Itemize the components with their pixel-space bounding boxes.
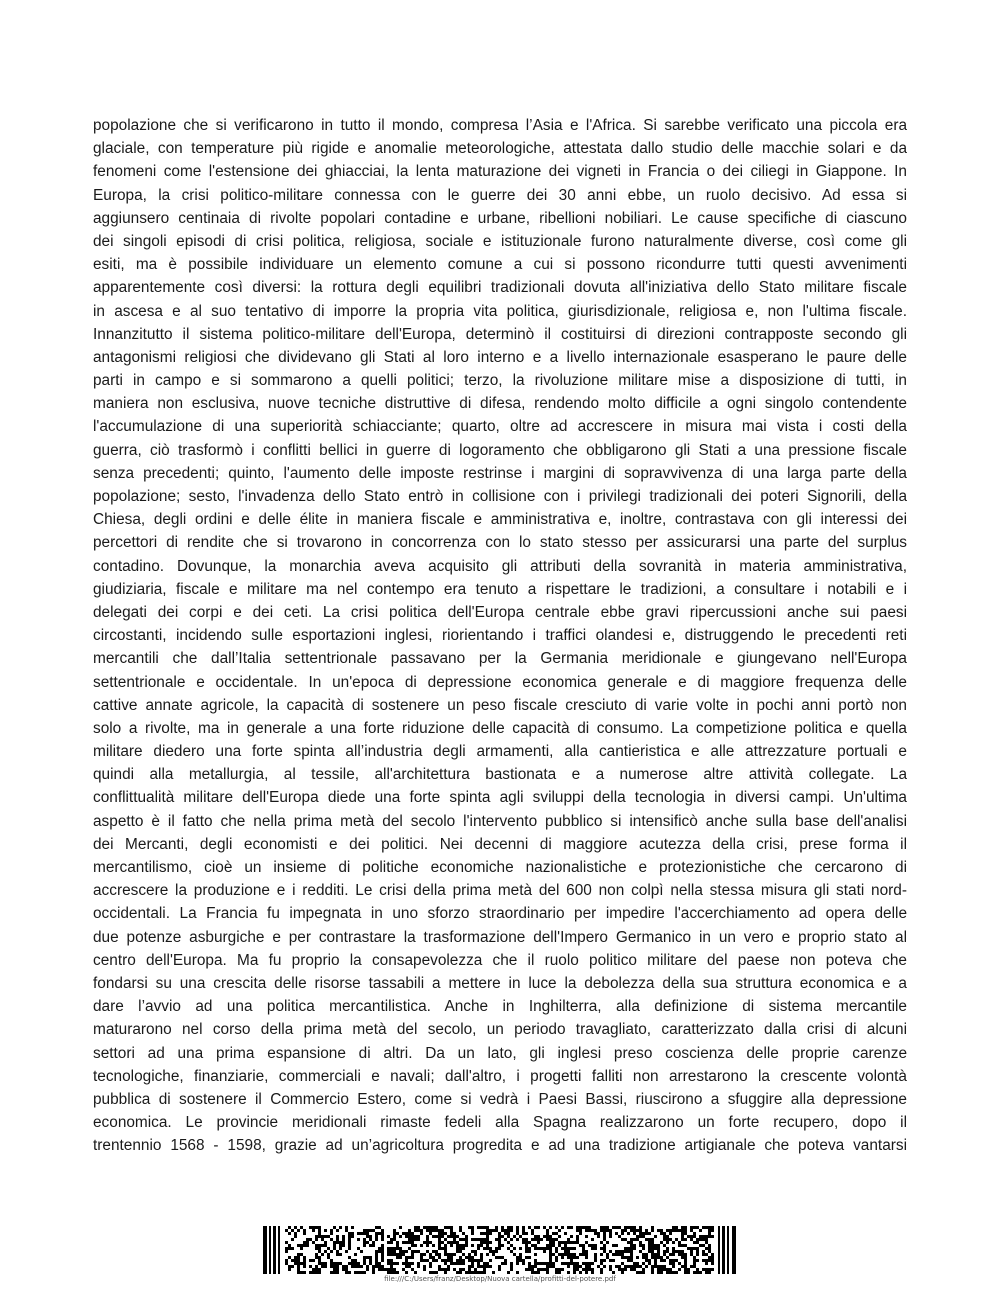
text-line: tecnologiche, finanziarie, commerciali e navali; dall'altro, i progetti falliti non arrestarono la crescente volontà: [93, 1067, 907, 1085]
text-line: parti in campo e si sommarono a quelli politici; terzo, la rivoluzione militare mise a disposizione di tutti, in: [93, 372, 907, 390]
text-line: popolazione; sesto, l'invadenza dello Stato entrò in collisione con i privilegi tradizionali dei poteri Signorili, della: [93, 488, 907, 505]
text-line: in ascesa e al suo tentativo di imporre la propria vita politica, giurisdizionale, religiosa e, non l'ultima fiscale.: [93, 302, 907, 320]
text-line: apparentemente così diversi: la rottura degli equilibri tradizionali dovuta all'iniziativa dello Stato militare fiscale: [93, 279, 907, 297]
text-line: fondarsi su una crescita delle risorse tassabili a mettere in luce la debolezza della sua struttura economica e a: [93, 974, 907, 992]
text-line: mercantilismo, cioè un insieme di politiche economiche nazionalistiche e protezionistiche che cercarono di: [93, 859, 907, 876]
text-line: aspetto è il fatto che nella prima metà del secolo l'intervento pubblico si intensificò anche sulla base dell'analisi: [93, 812, 907, 830]
text-line: accrescere la produzione e i redditi. Le crisi della prima metà del 600 non colpì nella stessa misura gli stati nord-: [93, 882, 907, 900]
page-footer: [263, 1224, 737, 1284]
text-line: maturarono nel corso della prima metà del secolo, un periodo travagliato, caratterizzato dalla crisi di alcuni: [93, 1021, 907, 1039]
body-text: [93, 114, 907, 1157]
text-line: guerra, ciò trasformò i conflitti bellici in guerre di logoramento che obbligarono gli Stati a una pressione fiscale: [93, 441, 907, 459]
text-line: l'accumulazione di una superiorità schiacciante; quarto, oltre ad accrescere in misura mai vista i costi della: [93, 418, 907, 436]
text-line: solo a rivolte, ma in generale a una forte riduzione delle capacità di consumo. La competizione politica e quella: [93, 719, 907, 737]
barcode-graphic: [263, 1224, 737, 1276]
text-line: fenomeni come l'estensione dei ghiacciai, la lenta maturazione dei vigneti in Francia o dei ciliegi in Giappone. In: [93, 163, 907, 181]
text-line: settori ad una prima espansione di altri. Da un lato, gli inglesi preso coscienza delle proprie carenze: [93, 1044, 907, 1062]
text-line: dare l’avvio ad una politica mercantilistica. Anche in Inghilterra, alla definizione di sistema mercantile: [93, 998, 907, 1016]
text-line: quindi alla metallurgia, al tessile, all'architettura bastionata e a numerose altre attività collegate. La: [93, 766, 907, 784]
text-line: circostanti, incidendo sulle esportazioni inglesi, riorientando i traffici olandesi e, distruggendo le precedenti reti: [93, 627, 907, 645]
text-line: centro dell'Europa. Ma fu proprio la consapevolezza che il ruolo politico militare del paese non poteva che: [93, 951, 907, 969]
text-line: Europa, la crisi politico-militare connessa con le guerre dei 30 anni ebbe, un ruolo decisivo. Ad essa si: [93, 186, 907, 204]
text-line: contadino. Dovunque, la monarchia aveva acquisito gli attributi della sovranità in materia amministrativa,: [93, 557, 907, 575]
text-line: aggiunsero centinaia di rivolte popolari contadine e urbane, ribellioni nobiliari. Le cause specifiche di ciascuno: [93, 209, 907, 227]
text-line: Innanzitutto il sistema politico-militare dell'Europa, determinò il costituirsi di direzioni contrapposte secondo gli: [93, 325, 907, 343]
text-line: trentennio 1568 - 1598, grazie ad un’agricoltura progredita e ad una tradizione artigianale che poteva vantarsi: [93, 1137, 907, 1155]
text-line: dei singoli episodi di crisi politica, religiosa, sociale e istituzionale furono naturalmente diverse, così come gli: [93, 232, 907, 250]
text-line: dei Mercanti, degli economisti e dei politici. Nei decenni di maggiore acutezza della crisi, prese forma il: [93, 835, 907, 853]
text-line: militare diedero una forte spinta all’industria degli armamenti, alla cantieristica e alle attrezzature portuali e: [93, 743, 907, 761]
text-line: economica. Le provincie meridionali rimaste fedeli alla Spagna realizzarono un forte recupero, dopo il: [93, 1114, 907, 1132]
text-line: glaciale, con temperature più rigide e anomalie meteorologiche, attestata dallo studio delle macchie solari e da: [93, 140, 907, 158]
text-line: percettori di rendite che si trovarono in concorrenza con lo stato stesso per assicurarsi una parte del surplus: [93, 534, 907, 552]
text-line: senza precedenti; quinto, l'aumento delle imposte restrinse i margini di sopravvivenza di una larga parte della: [93, 464, 907, 482]
text-line: mercantili che dall’Italia settentrionale passavano per la Germania meridionale e giungevano nell'Europa: [93, 650, 907, 668]
text-line: conflittualità militare dell'Europa diede una forte spinta agli sviluppi della tecnologia in diversi campi. Un'ultima: [93, 789, 907, 807]
text-line: occidentali. La Francia fu impegnata in uno sforzo straordinario per impedire l'accerchiamento ad opera delle: [93, 905, 907, 923]
text-line: giudiziaria, fiscale e militare ma nel contempo era tenuto a rispettare le tradizioni, a consultare i notabili e i: [93, 580, 907, 598]
text-line: popolazione che si verificarono in tutto il mondo, compresa l’Asia e l'Africa. Si sarebbe verificato una piccola era: [93, 117, 907, 134]
text-line: cattive annate agricole, la capacità di sostenere un peso fiscale cresciuto di varie volte in pochi anni portò non: [93, 696, 907, 714]
text-line: esiti, ma è possibile individuare un elemento comune a cui si possono ricondurre tutti questi avvenimenti: [93, 256, 907, 274]
text-line: Chiesa, degli ordini e delle élite in maniera fiscale e amministrativa e, inoltre, contrastava con gli interessi dei: [93, 511, 907, 529]
text-line: settentrionale e occidentale. In un'epoca di depressione economica generale e di maggiore frequenza delle: [93, 673, 907, 691]
footer-file-path: file:///C:/Users/franz/Desktop/Nuova cartella/profitti-del-potere.pdf: [384, 1275, 616, 1283]
text-line: delegati dei corpi e dei ceti. La crisi politica dell'Europa centrale ebbe gravi ripercussioni anche sui paesi: [93, 603, 907, 621]
text-line: antagonismi religiosi che dividevano gli Stati al loro interno e a livello internazionale esasperano le paure delle: [93, 348, 907, 366]
text-line: pubblica di sostenere il Commercio Estero, come si vedrà i Paesi Bassi, riuscirono a sfuggire alla depressione: [93, 1090, 907, 1108]
text-line: due potenze asburgiche e per contrastare la trasformazione dell'Impero Germanico in un vero e proprio stato al: [93, 928, 907, 946]
text-line: maniera non esclusiva, nuove tecniche distruttive di difesa, rendendo molto difficile a ogni singolo contendente: [93, 395, 907, 413]
